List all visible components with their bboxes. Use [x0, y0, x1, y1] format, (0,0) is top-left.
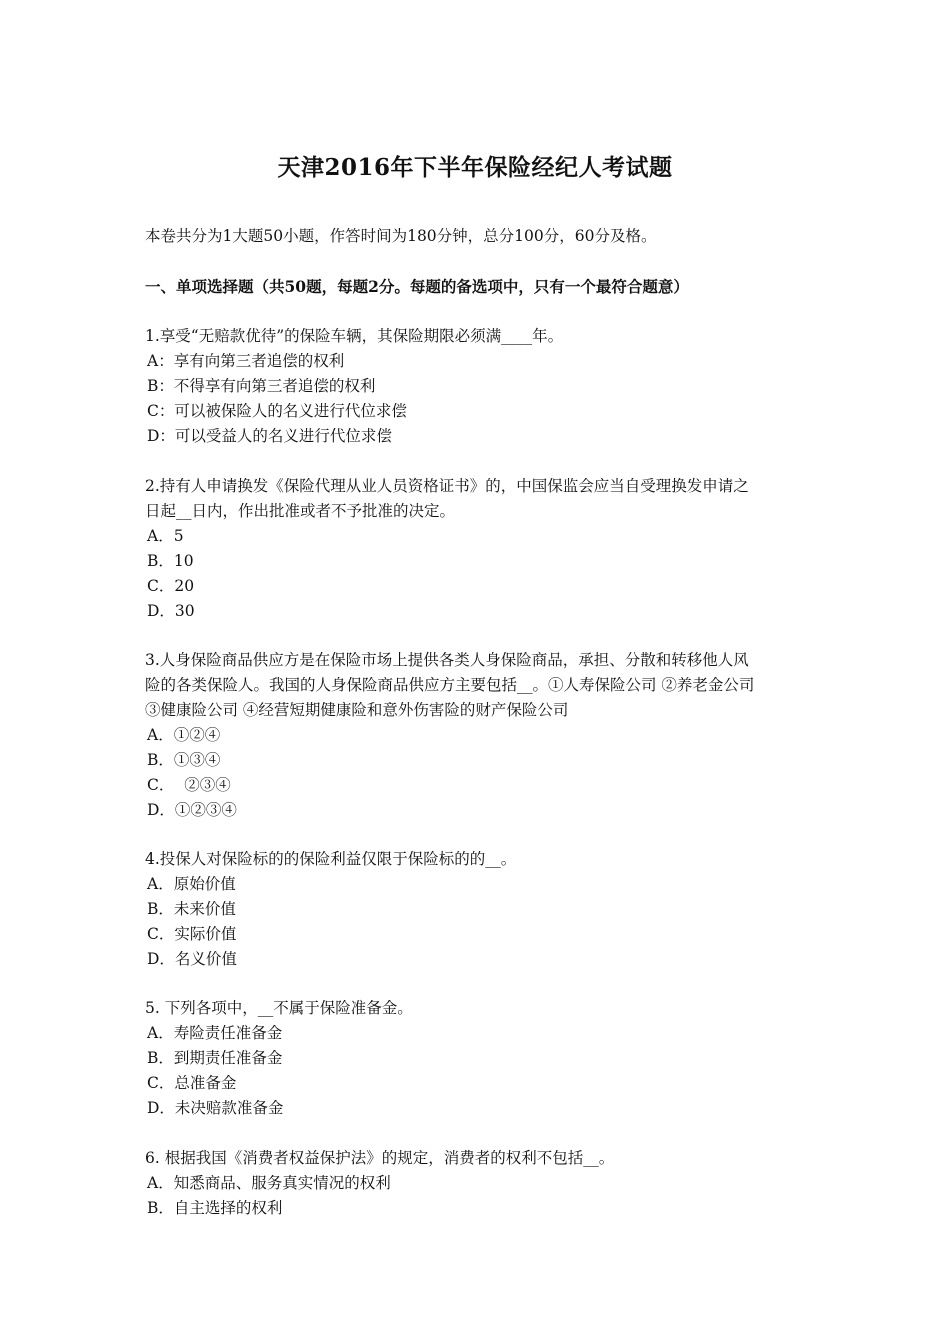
question-text: 2.持有人申请换发《保险代理从业人员资格证书》的，中国保监会应当自受理换发申请之 — [145, 477, 749, 495]
question-text: 4.投保人对保险标的的保险利益仅限于保险标的的__。 — [145, 850, 517, 868]
option-a: A．知悉商品、服务真实情况的权利 — [147, 1174, 391, 1192]
question-text: 1.享受“无赔款优待”的保险车辆，其保险期限必须满____年。 — [145, 327, 564, 345]
question-text: 5. 下列各项中，__不属于保险准备金。 — [145, 999, 413, 1017]
option-b: B．未来价值 — [147, 900, 236, 918]
document-title: 天津2016年下半年保险经纪人考试题 — [277, 154, 673, 181]
question-text: ③健康险公司 ④经营短期健康险和意外伤害险的财产保险公司 — [145, 701, 569, 719]
option-d: D．①②③④ — [147, 801, 237, 819]
option-d: D：可以受益人的名义进行代位求偿 — [147, 427, 392, 445]
option-b: B：不得享有向第三者追偿的权利 — [147, 377, 376, 395]
option-a: A．①②④ — [147, 726, 221, 744]
option-b: B．①③④ — [147, 751, 221, 769]
question-text: 6. 根据我国《消费者权益保护法》的规定，消费者的权利不包括__。 — [145, 1149, 615, 1167]
option-a: A．5 — [147, 527, 184, 545]
option-d: D．名义价值 — [147, 950, 237, 968]
option-d: D．未决赔款准备金 — [147, 1099, 284, 1117]
option-b: B．10 — [147, 552, 194, 570]
exam-intro: 本卷共分为1大题50小题，作答时间为180分钟，总分100分，60分及格。 — [145, 227, 657, 245]
option-b: B．到期责任准备金 — [147, 1049, 283, 1067]
question-text: 险的各类保险人。我国的人身保险商品供应方主要包括__。①人寿保险公司 ②养老金公司 — [145, 676, 755, 694]
option-c: C． ②③④ — [147, 776, 231, 794]
option-a: A：享有向第三者追偿的权利 — [147, 352, 345, 370]
option-a: A．寿险责任准备金 — [147, 1024, 283, 1042]
option-c: C．20 — [147, 577, 195, 595]
option-c: C：可以被保险人的名义进行代位求偿 — [147, 402, 407, 420]
section-heading: 一、单项选择题（共50题，每题2分。每题的备选项中，只有一个最符合题意） — [145, 277, 689, 296]
question-text: 3.人身保险商品供应方是在保险市场上提供各类人身保险商品，承担、分散和转移他人风 — [145, 651, 749, 669]
option-b: B．自主选择的权利 — [147, 1199, 283, 1217]
question-text: 日起__日内，作出批准或者不予批准的决定。 — [145, 502, 456, 520]
option-c: C．实际价值 — [147, 925, 237, 943]
option-d: D．30 — [147, 602, 195, 620]
option-c: C．总准备金 — [147, 1074, 237, 1092]
option-a: A．原始价值 — [147, 875, 236, 893]
